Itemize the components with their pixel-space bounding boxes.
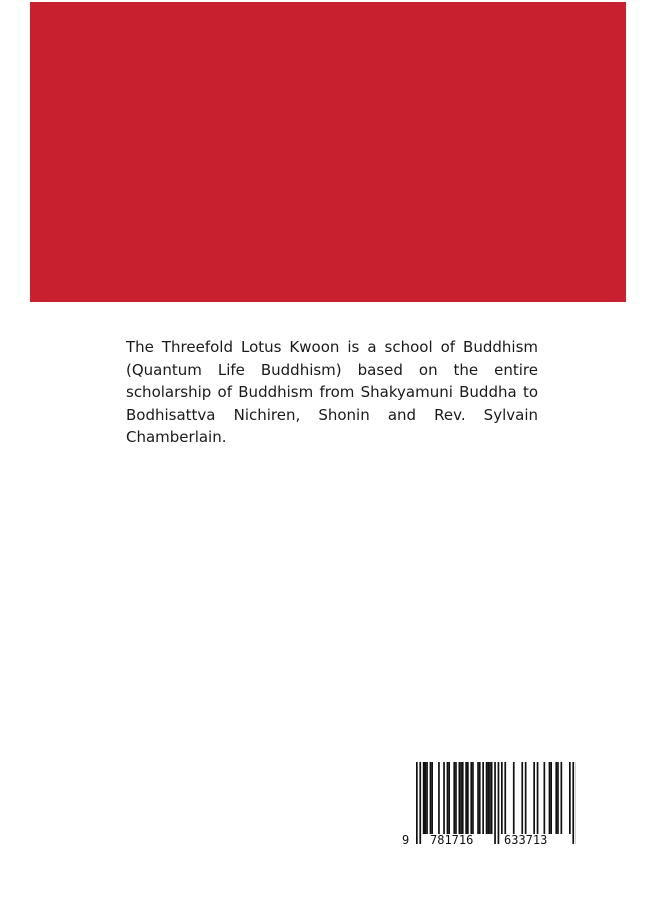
description-line: scholarship of Buddhism from Shakyamuni Buddha to: [126, 383, 538, 401]
barcode-bar: [555, 762, 557, 834]
barcode-bar: [513, 762, 515, 834]
barcode-bar: [533, 762, 535, 834]
barcode-left-digits: 781716: [430, 833, 474, 847]
barcode-bar: [489, 762, 491, 834]
barcode-bar: [501, 762, 503, 834]
barcode-bar: [467, 762, 469, 834]
barcode-bar: [487, 762, 489, 834]
barcode-bar: [462, 762, 464, 834]
barcode-bar: [572, 762, 574, 844]
description-line: (Quantum Life Buddhism) based on the entire: [126, 360, 538, 379]
description-line: Chamberlain.: [126, 428, 227, 446]
barcode-bar: [438, 762, 440, 834]
barcode-bar: [544, 762, 546, 834]
barcode-bar: [479, 762, 481, 834]
barcode-bar: [426, 762, 428, 834]
barcode-bar: [416, 762, 418, 844]
barcode-bar: [443, 762, 445, 834]
barcode-right-digits: 633713: [504, 833, 548, 847]
barcode-bar: [486, 762, 488, 834]
barcode-bar: [491, 762, 493, 834]
barcode-bar: [448, 762, 450, 834]
barcode-bar: [419, 762, 421, 844]
barcode-bar: [447, 762, 449, 834]
barcode-bar: [472, 762, 474, 834]
barcode-lead-digit: 9: [402, 833, 410, 847]
barcode-bar: [498, 762, 500, 844]
barcode-bar: [453, 762, 455, 834]
barcode-bar: [431, 762, 433, 834]
barcode-bar: [525, 762, 527, 834]
barcode-bar: [537, 762, 539, 834]
barcode-bar: [494, 762, 496, 844]
barcode-bar: [459, 762, 461, 834]
description-line: The Threefold Lotus Kwoon is a school of Buddhism: [126, 338, 538, 356]
barcode-bar: [561, 762, 563, 834]
barcode-bar: [470, 762, 472, 834]
barcode-bar: [569, 762, 571, 834]
barcode-bar: [455, 762, 457, 834]
description-line: Bodhisattva Nichiren, Shonin and Rev. Sylvain: [126, 405, 538, 424]
barcode-bar: [482, 762, 484, 834]
barcode-bar: [477, 762, 479, 834]
barcode-bar: [423, 762, 425, 834]
barcode-graphic: [400, 758, 576, 850]
red-color-band: [30, 2, 626, 302]
barcode-bar: [549, 762, 551, 834]
barcode-bar: [557, 762, 559, 834]
isbn-barcode: [400, 758, 576, 850]
barcode-bar: [465, 762, 467, 834]
barcode-bar: [425, 762, 427, 834]
barcode-bar: [430, 762, 432, 834]
barcode-bar: [550, 762, 552, 834]
barcode-bar: [460, 762, 462, 834]
description-text: [126, 336, 538, 449]
barcode-bar: [504, 762, 506, 834]
barcode-bar: [521, 762, 523, 834]
